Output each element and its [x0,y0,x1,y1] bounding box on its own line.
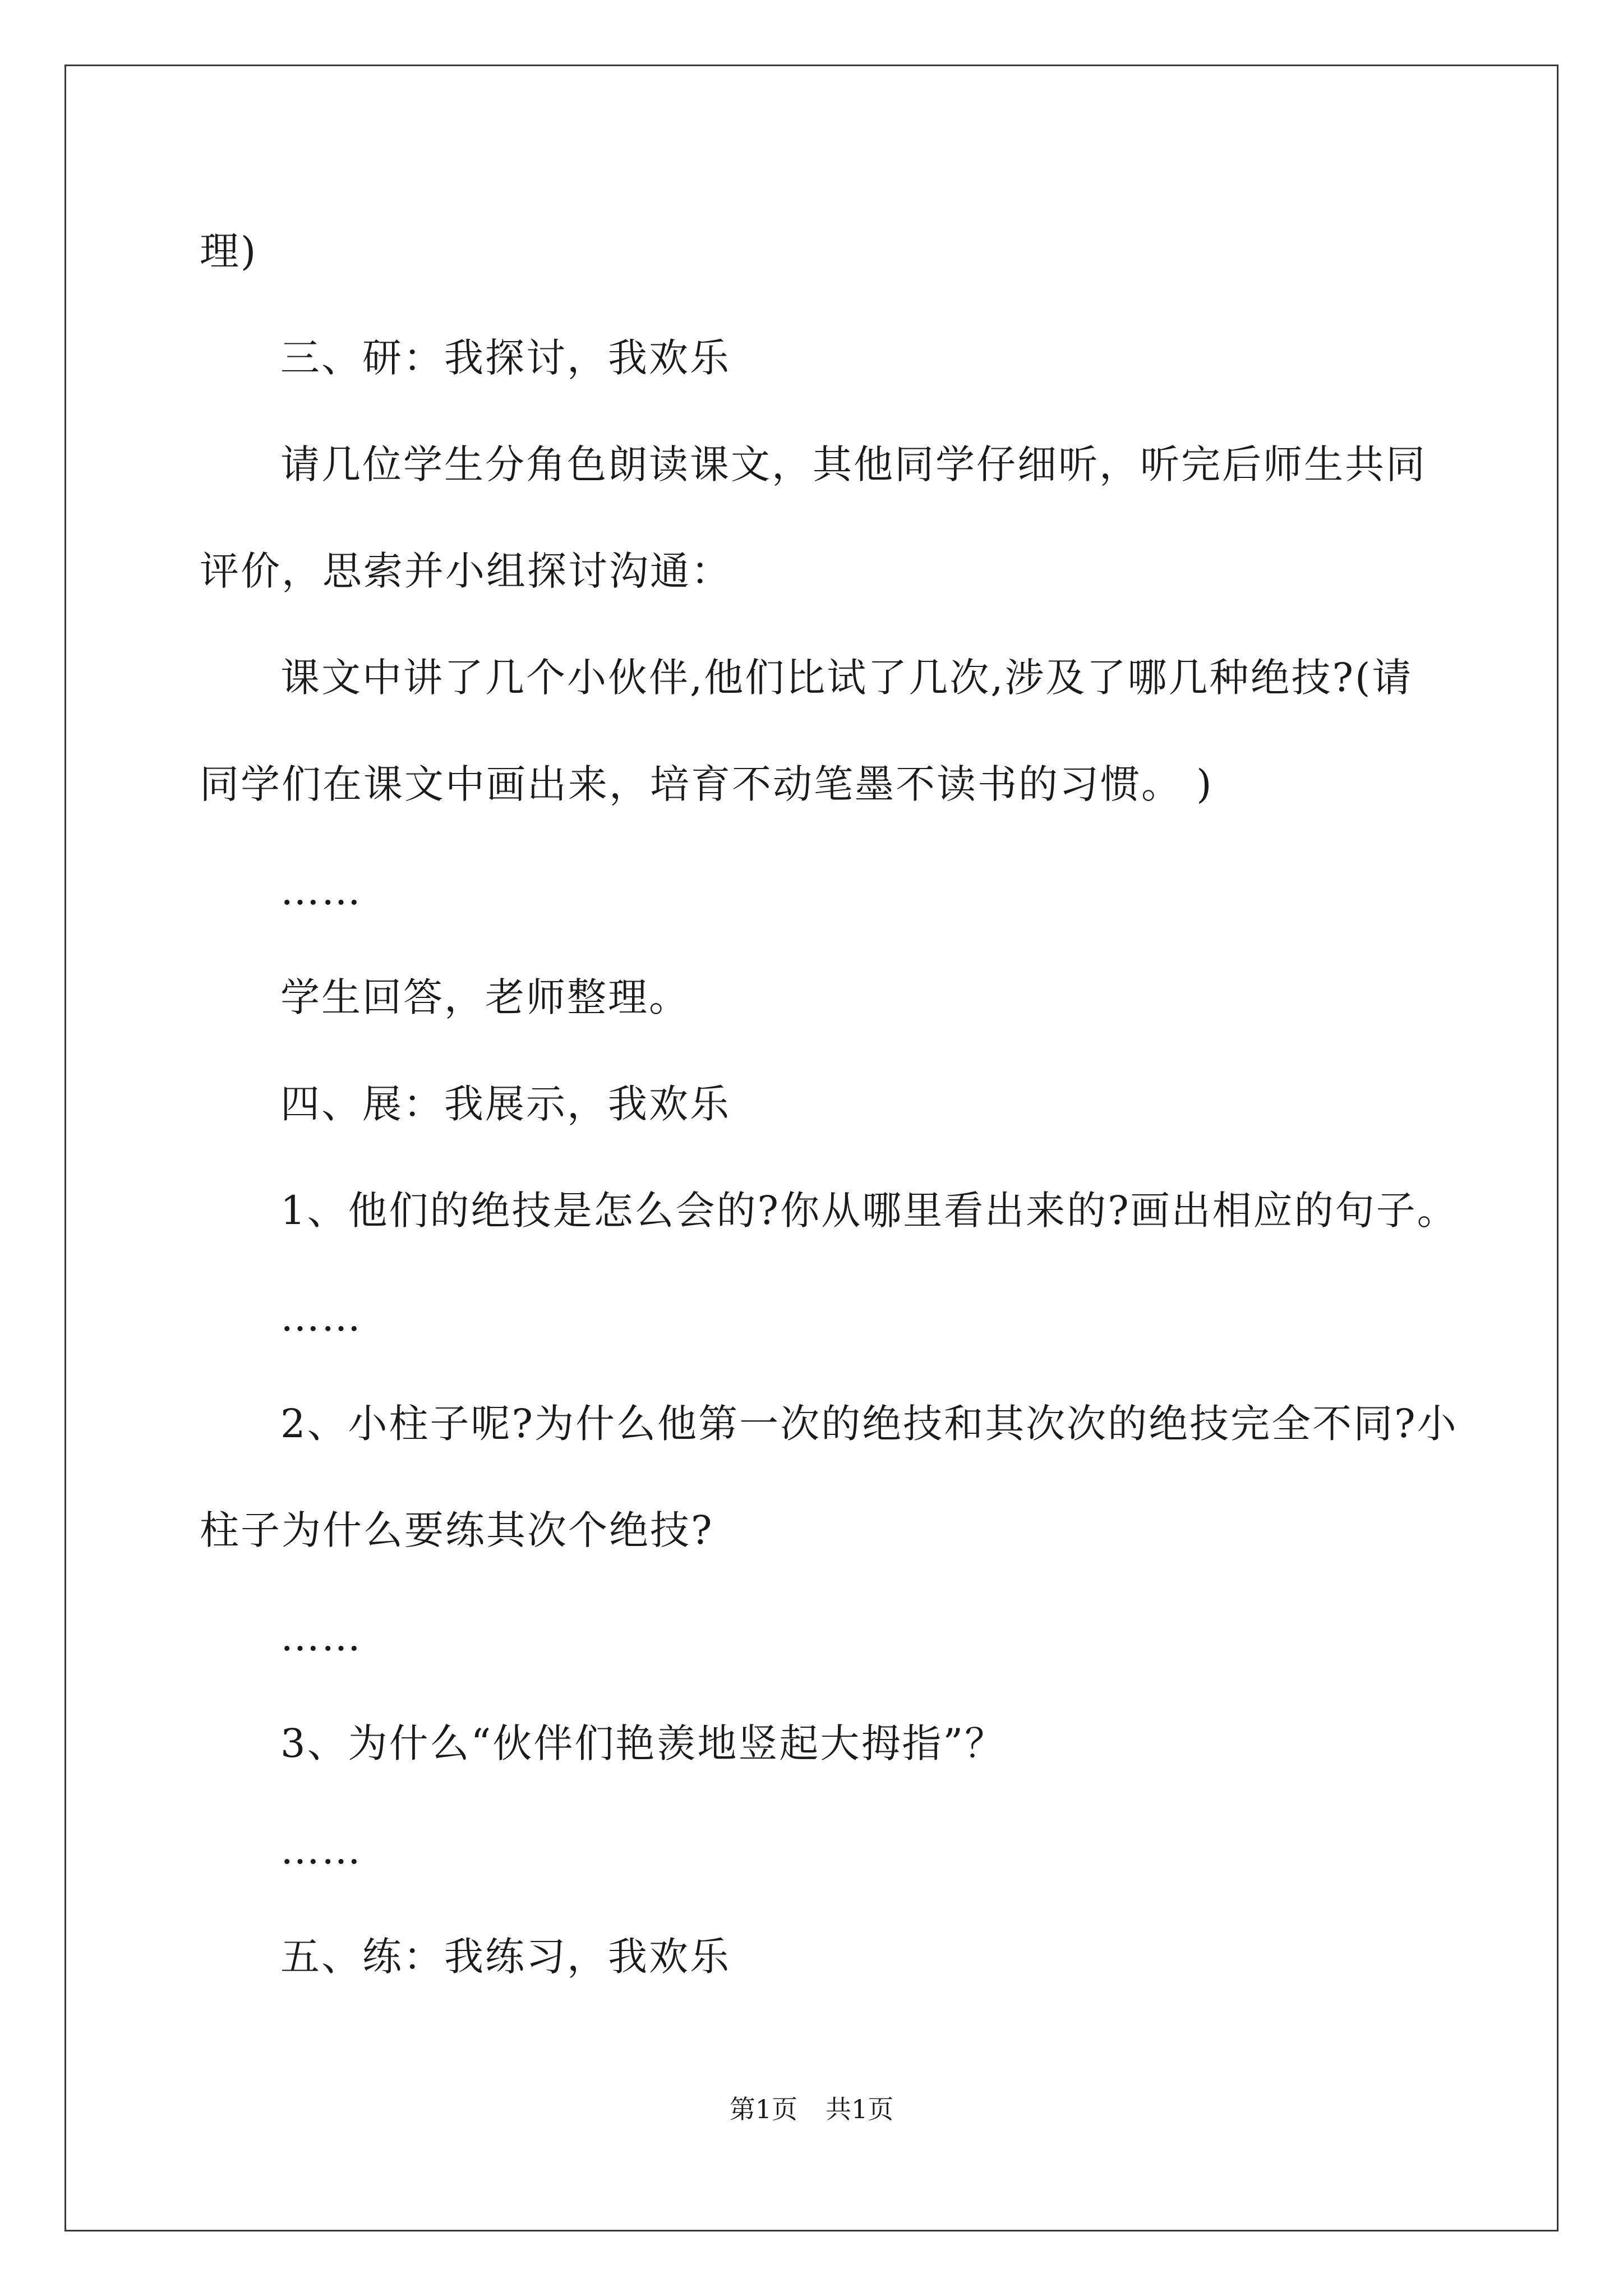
section-heading-3: 三、研：我探讨，我欢乐 [280,335,731,381]
page-footer [0,2092,1623,2126]
paragraph-line: 学生回答，老师整理。 [280,974,690,1020]
question-1: 1、他们的绝技是怎么会的?你从哪里看出来的?画出相应的句子。 [280,1188,1458,1234]
paragraph-line: 请几位学生分角色朗读课文，其他同学仔细听，听完后师生共同 [280,441,1427,487]
page-number-current: 第1页 [729,2094,797,2124]
text-line-1: 理) [200,228,258,274]
question-3: 3、为什么“伙伴们艳羡地竖起大拇指”？ [280,1720,1006,1766]
ellipsis-line: …… [280,1827,362,1873]
question-2-continued: 柱子为什么要练其次个绝技? [200,1507,714,1553]
section-heading-4: 四、展：我展示，我欢乐 [280,1081,731,1127]
ellipsis-line: …… [280,1294,362,1340]
question-2: 2、小柱子呢?为什么他第一次的绝技和其次次的绝技完全不同?小 [280,1401,1458,1447]
page-border [64,65,1559,2231]
paragraph-line: 评价，思索并小组探讨沟通： [200,548,732,594]
ellipsis-line: …… [280,1614,362,1660]
section-heading-5: 五、练：我练习，我欢乐 [280,1934,731,1980]
ellipsis-line: …… [280,868,362,914]
paragraph-line: 课文中讲了几个小伙伴,他们比试了几次,涉及了哪几种绝技?(请 [280,655,1413,701]
paragraph-line: 同学们在课文中画出来，培育不动笔墨不读书的习惯。 ) [200,761,1214,807]
page-number-total: 共1页 [826,2094,894,2124]
